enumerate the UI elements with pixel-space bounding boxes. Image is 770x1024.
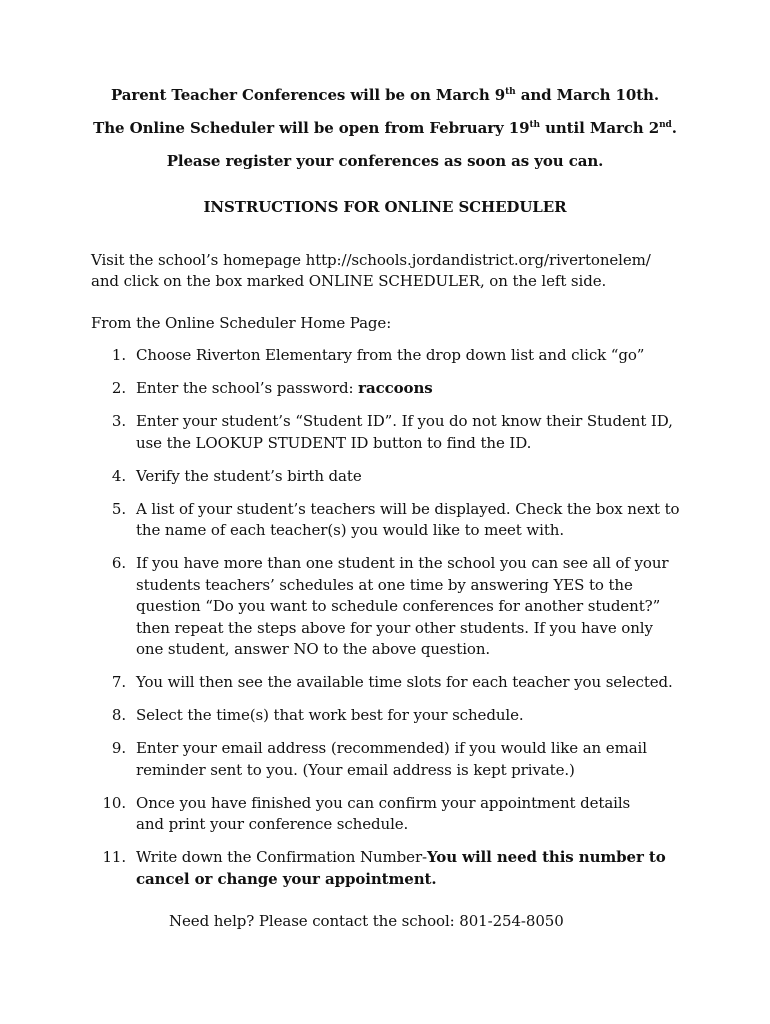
step-text-line xyxy=(136,847,691,869)
instruction-steps-list xyxy=(91,345,691,902)
register-heading: Please register your conferences as soon as you can. xyxy=(166,152,604,170)
intro-line-2: and click on the box marked ONLINE SCHEDULER, on the left side. xyxy=(91,272,607,290)
list-item xyxy=(91,793,691,836)
step-bold-text: cancel or change your appointment. xyxy=(136,869,437,888)
step-text-line: A list of your student’s teachers will be displayed. Check the box next to xyxy=(136,499,680,518)
step-number: 1. xyxy=(111,346,126,364)
step-text: Enter the school’s password: xyxy=(136,379,359,397)
step-bold-text: raccoons xyxy=(358,379,433,397)
step-text-line: Verify the student’s birth date xyxy=(136,466,362,485)
step-text-line: If you have more than one student in the school you can see all of your xyxy=(136,554,669,572)
heading-line2-text: The Online Scheduler will be open from February 19 xyxy=(93,119,530,137)
step-number: 3. xyxy=(111,412,126,430)
step-text-line: one student, answer NO to the above question. xyxy=(136,640,491,658)
intro-paragraph xyxy=(91,250,651,292)
superscript: th xyxy=(529,120,540,130)
step-text-line xyxy=(136,869,691,891)
step-bold-text: You will need this number to xyxy=(427,848,666,866)
step-number: 5. xyxy=(111,499,126,518)
step-text-line: question “Do you want to schedule conferences for another student?” xyxy=(136,597,661,615)
step-text-line: reminder sent to you. (Your email address is kept private.) xyxy=(136,760,575,779)
heading-line1-text: Parent Teacher Conferences will be on March 9 xyxy=(111,86,506,104)
heading-line2-text-end: . xyxy=(671,119,677,137)
step-number: 4. xyxy=(111,466,126,485)
list-item xyxy=(91,672,691,694)
list-item xyxy=(91,345,691,367)
list-item xyxy=(91,466,691,488)
from-home-label: From the Online Scheduler Home Page: xyxy=(91,314,392,332)
step-number: 6. xyxy=(111,554,126,572)
step-text-line: Select the time(s) that work best for your schedule. xyxy=(136,706,524,724)
step-text: Write down the Confirmation Number- xyxy=(136,848,427,866)
list-item xyxy=(91,378,691,400)
step-text-line: Once you have finished you can confirm your appointment details xyxy=(136,793,631,812)
section-title: INSTRUCTIONS FOR ONLINE SCHEDULER xyxy=(203,198,567,216)
list-item xyxy=(91,499,691,542)
step-text-line: students teachers’ schedules at one time by answering YES to the xyxy=(136,575,633,594)
intro-line-1: Visit the school’s homepage http://schools.jordandistrict.org/rivertonelem/ xyxy=(91,251,651,269)
list-item xyxy=(91,553,691,661)
step-text-line: use the LOOKUP STUDENT ID button to find the ID. xyxy=(136,433,532,452)
superscript: th xyxy=(505,87,516,97)
step-text-line xyxy=(136,378,691,400)
step-number: 2. xyxy=(111,379,126,397)
step-text-line: You will then see the available time slots for each teacher you selected. xyxy=(136,673,673,691)
step-text-line: and print your conference schedule. xyxy=(136,815,409,833)
list-item xyxy=(91,411,691,454)
scheduler-open-heading xyxy=(0,119,770,137)
list-item xyxy=(91,738,691,781)
step-number: 7. xyxy=(111,673,126,691)
heading-line1-text-end: and March 10th. xyxy=(515,86,659,104)
step-number: 8. xyxy=(111,706,126,724)
step-text-line: Choose Riverton Elementary from the drop down list and click “go” xyxy=(136,346,645,364)
list-item xyxy=(91,847,691,890)
step-text-line: the name of each teacher(s) you would like to meet with. xyxy=(136,521,564,539)
help-contact: Need help? Please contact the school: 801-254-8050 xyxy=(169,912,564,930)
step-number: 11. xyxy=(102,848,126,866)
list-item xyxy=(91,705,691,727)
step-text-line: Enter your email address (recommended) if you would like an email xyxy=(136,739,647,757)
step-text-line: then repeat the steps above for your other students. If you have only xyxy=(136,618,653,637)
heading-line2-text-mid: until March 2 xyxy=(539,119,660,137)
step-number: 10. xyxy=(102,793,126,812)
step-number: 9. xyxy=(111,739,126,757)
conference-dates-heading xyxy=(0,86,770,104)
superscript: nd xyxy=(659,120,672,130)
step-text-line: Enter your student’s “Student ID”. If you do not know their Student ID, xyxy=(136,412,673,430)
